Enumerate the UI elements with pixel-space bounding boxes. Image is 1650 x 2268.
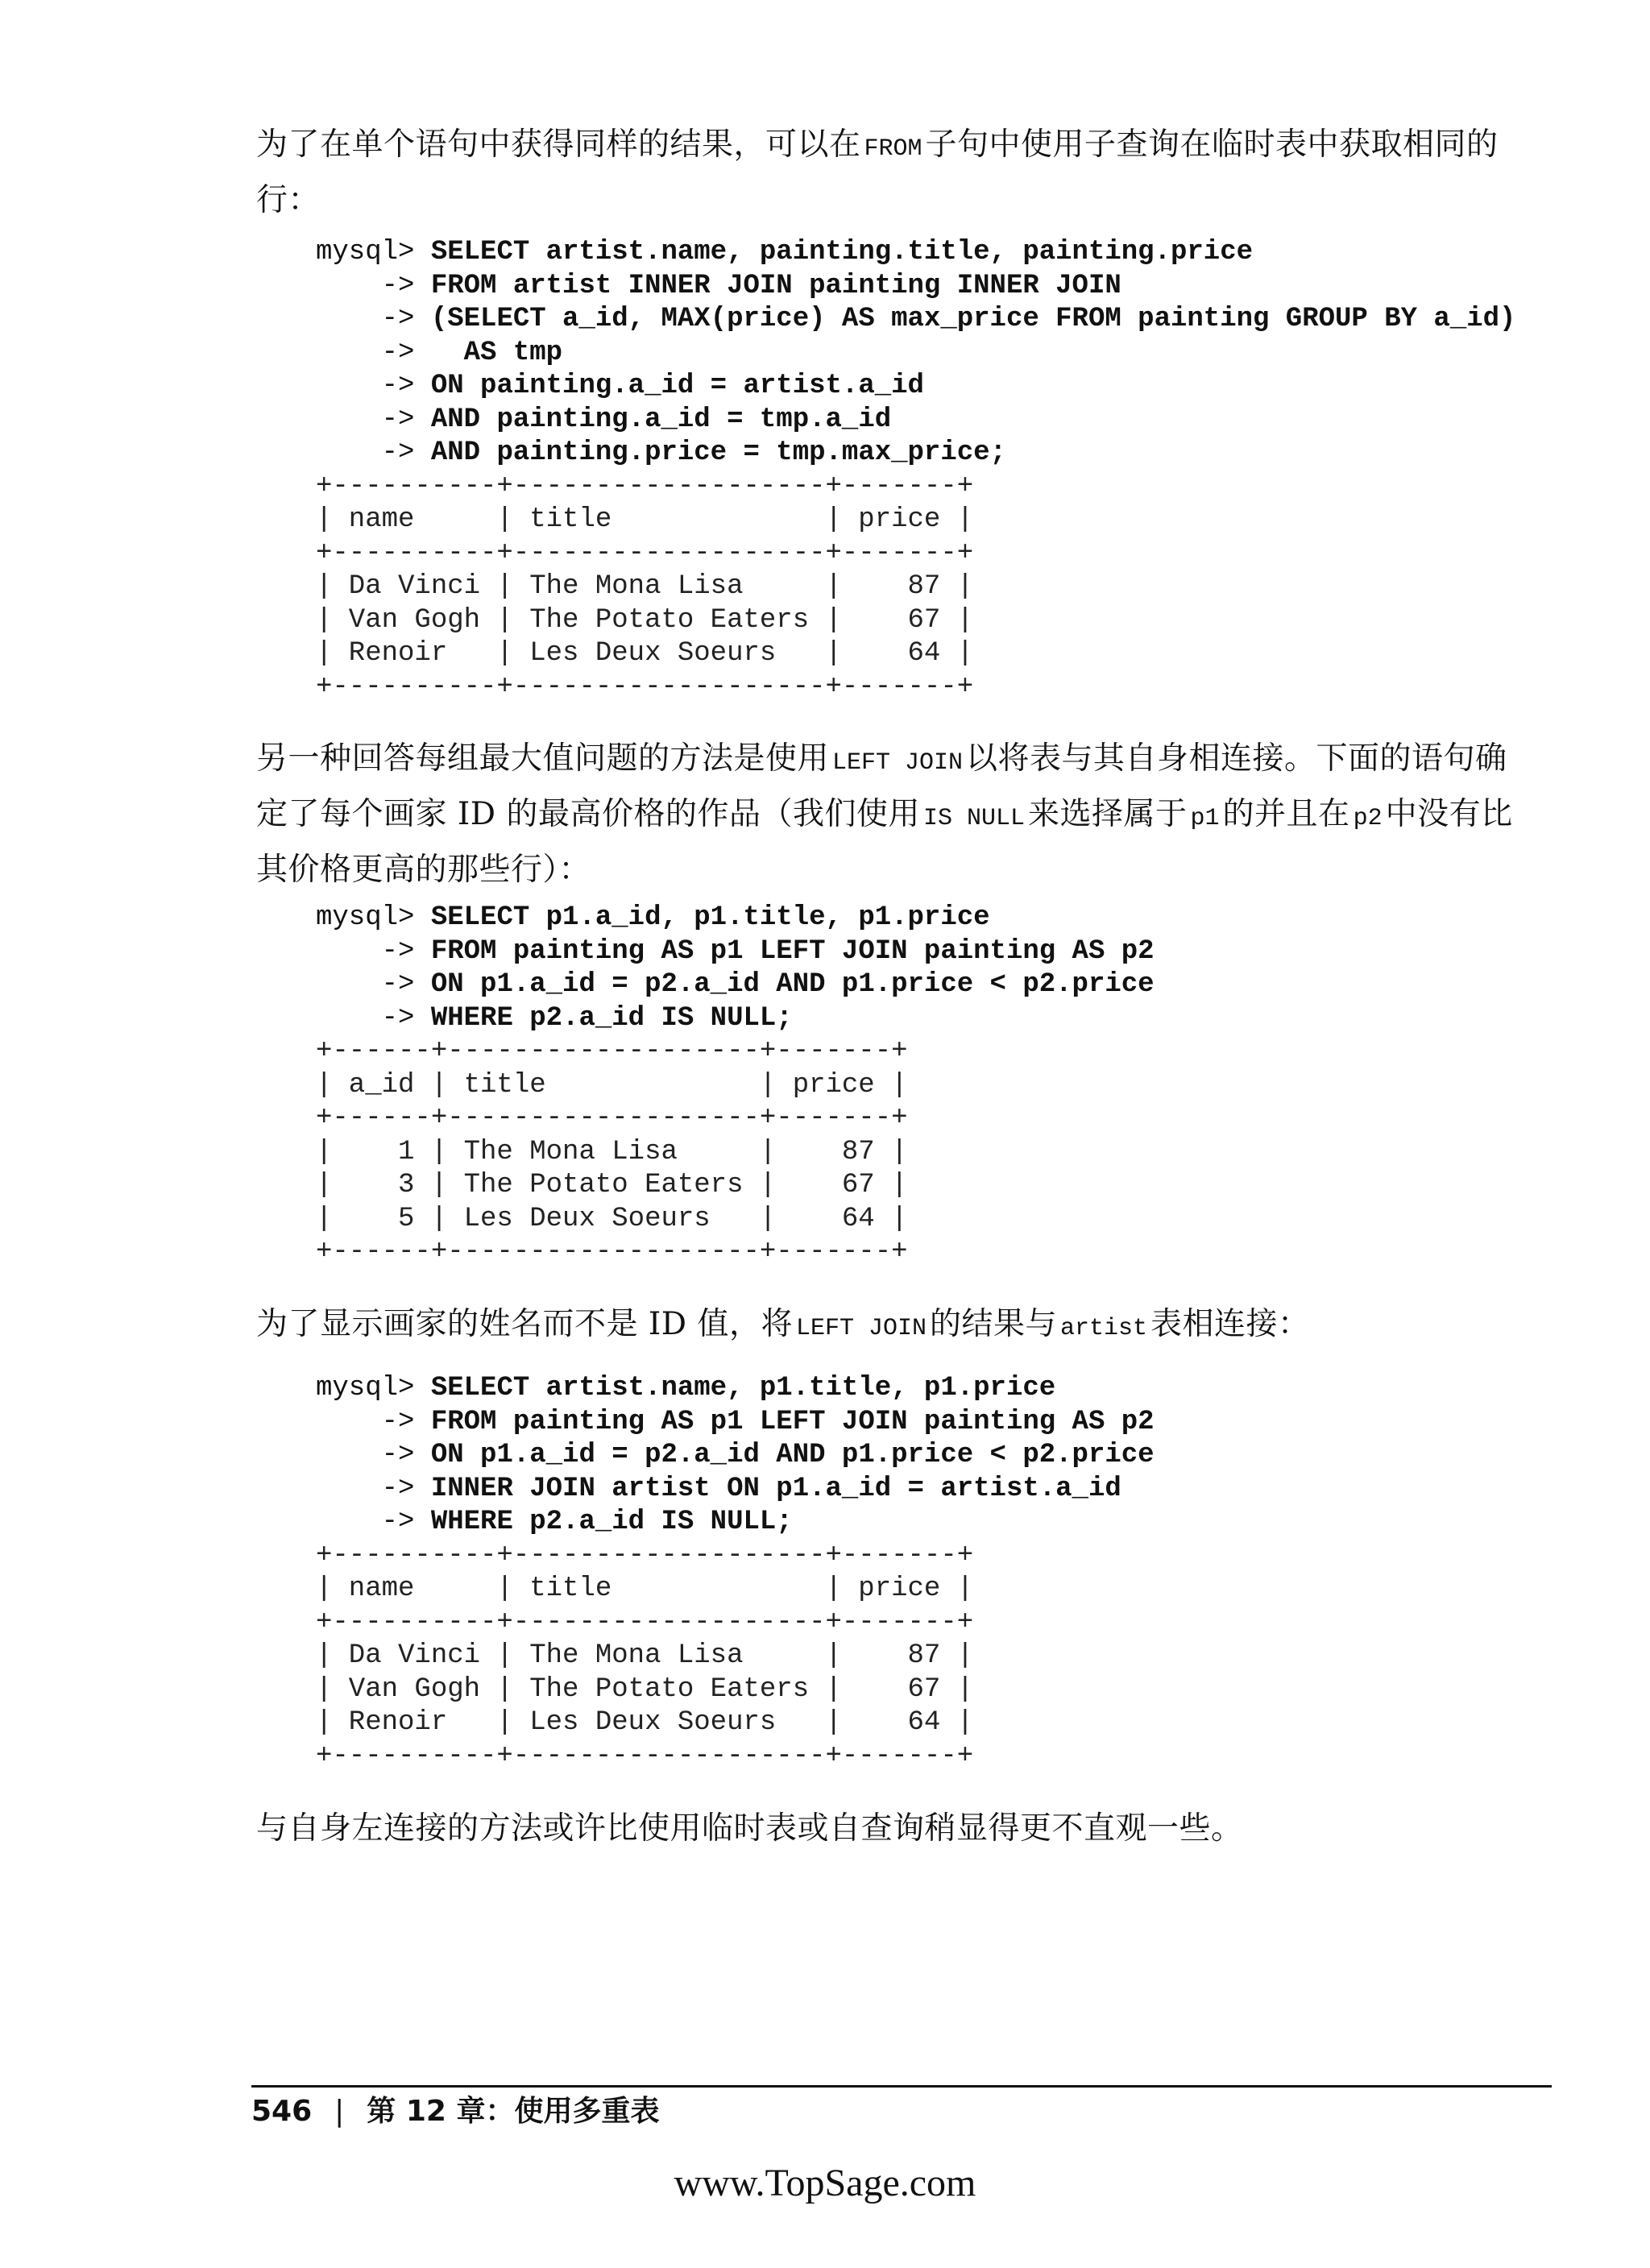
website-watermark: www.TopSage.com bbox=[674, 2162, 976, 2204]
paragraph-text: 以将表与其自身相连接。下面的语句确定了每个画家 ID 的最高价格的作品（我们使用 bbox=[256, 740, 1507, 832]
page-footer bbox=[251, 2092, 659, 2132]
code-line: -> WHERE p2.a_id IS NULL; bbox=[316, 1507, 793, 1537]
footer-rule bbox=[251, 2085, 1552, 2088]
inline-code: IS NULL bbox=[922, 805, 1026, 832]
paragraph-text: 另一种回答每组最大值问题的方法是使用 bbox=[256, 740, 830, 777]
result-table-row: | Renoir | Les Deux Soeurs | 64 | bbox=[316, 1707, 974, 1738]
result-table-border: +----------+-------------------+-------+ bbox=[316, 537, 974, 569]
footer-separator: | bbox=[334, 2095, 345, 2128]
result-table-border: +------+-------------------+-------+ bbox=[316, 1036, 908, 1067]
result-table-border: +----------+-------------------+-------+ bbox=[316, 471, 974, 502]
result-table-row: | Da Vinci | The Mona Lisa | 87 | bbox=[316, 571, 974, 602]
inline-code: FROM bbox=[864, 135, 922, 163]
code-block-left-join bbox=[316, 902, 1155, 1270]
result-table-row: | Van Gogh | The Potato Eaters | 67 | bbox=[316, 604, 974, 636]
code-line: -> ON p1.a_id = p2.a_id AND p1.price < p2.price bbox=[316, 969, 1155, 1000]
code-line: mysql> SELECT p1.a_id, p1.title, p1.price bbox=[316, 902, 990, 933]
code-line: -> ON painting.a_id = artist.a_id bbox=[316, 371, 924, 401]
inline-code: artist bbox=[1060, 1315, 1148, 1342]
paragraph-artist-join bbox=[256, 1299, 1537, 1354]
result-table-border: +----------+-------------------+-------+ bbox=[316, 1607, 974, 1638]
paragraph-text: 为了在单个语句中获得同样的结果，可以在 bbox=[256, 126, 861, 163]
result-table-header: | name | title | price | bbox=[316, 1574, 974, 1604]
code-line: -> FROM painting AS p1 LEFT JOIN painting AS p2 bbox=[316, 1406, 1155, 1437]
inline-code: LEFT JOIN bbox=[832, 749, 964, 777]
result-table-row: | Renoir | Les Deux Soeurs | 64 | bbox=[316, 638, 974, 669]
paragraph-text: 与自身左连接的方法或许比使用临时表或自查询稍显得更不直观一些。 bbox=[256, 1810, 1243, 1847]
code-line: -> INNER JOIN artist ON p1.a_id = artist.a_id bbox=[316, 1473, 1121, 1504]
result-table-border: +------+-------------------+-------+ bbox=[316, 1237, 908, 1267]
result-table-row: | 1 | The Mona Lisa | 87 | bbox=[316, 1136, 908, 1167]
code-line: -> WHERE p2.a_id IS NULL; bbox=[316, 1002, 793, 1034]
paragraph-text: 子句中使用子查询在临时表中获取相同的行： bbox=[256, 126, 1499, 218]
result-table-header: | name | title | price | bbox=[316, 504, 974, 535]
chapter-title: 第 12 章：使用多重表 bbox=[367, 2095, 660, 2128]
code-line: -> AS tmp bbox=[316, 337, 563, 368]
paragraph-text: 的并且在 bbox=[1222, 796, 1350, 832]
result-table-row: | 5 | Les Deux Soeurs | 64 | bbox=[316, 1203, 908, 1234]
result-table-header: | a_id | title | price | bbox=[316, 1069, 908, 1101]
result-table-border: +----------+-------------------+-------+ bbox=[316, 1740, 974, 1772]
paragraph-text: 为了显示画家的姓名而不是 ID 值，将 bbox=[256, 1306, 793, 1342]
paragraph-text: 中没有比其价格更高的那些行）： bbox=[256, 796, 1513, 888]
code-line: -> AND painting.price = tmp.max_price; bbox=[316, 437, 1006, 468]
paragraph-conclusion bbox=[256, 1803, 1537, 1855]
inline-code: LEFT JOIN bbox=[795, 1315, 927, 1342]
code-line: mysql> SELECT artist.name, painting.title, painting.price bbox=[316, 237, 1253, 267]
result-table-border: +------+-------------------+-------+ bbox=[316, 1103, 908, 1134]
page-number: 546 bbox=[251, 2095, 313, 2128]
inline-code: p1 bbox=[1190, 805, 1220, 832]
result-table-row: | Van Gogh | The Potato Eaters | 67 | bbox=[316, 1673, 974, 1705]
code-line: -> FROM artist INNER JOIN painting INNER JOIN bbox=[316, 270, 1121, 301]
paragraph-text: 来选择属于 bbox=[1028, 796, 1188, 832]
inline-code: p2 bbox=[1353, 805, 1383, 832]
result-table-border: +----------+-------------------+-------+ bbox=[316, 671, 974, 703]
result-table-border: +----------+-------------------+-------+ bbox=[316, 1540, 974, 1571]
code-line: -> AND painting.a_id = tmp.a_id bbox=[316, 404, 892, 435]
result-table-row: | 3 | The Potato Eaters | 67 | bbox=[316, 1170, 908, 1200]
code-line: -> ON p1.a_id = p2.a_id AND p1.price < p2.price bbox=[316, 1440, 1155, 1470]
paragraph-text: 的结果与 bbox=[930, 1306, 1058, 1342]
code-line: -> FROM painting AS p1 LEFT JOIN painting AS p2 bbox=[316, 935, 1155, 967]
code-line: mysql> SELECT artist.name, p1.title, p1.price bbox=[316, 1373, 1056, 1404]
paragraph-left-join bbox=[256, 733, 1537, 896]
code-block-subquery bbox=[316, 236, 1515, 704]
paragraph-text: 表相连接： bbox=[1150, 1306, 1310, 1342]
code-line: -> (SELECT a_id, MAX(price) AS max_price FROM painting GROUP BY a_id) bbox=[316, 304, 1516, 334]
code-block-artist-join bbox=[316, 1372, 1155, 1773]
paragraph-intro-subquery bbox=[256, 119, 1537, 226]
result-table-row: | Da Vinci | The Mona Lisa | 87 | bbox=[316, 1640, 974, 1671]
